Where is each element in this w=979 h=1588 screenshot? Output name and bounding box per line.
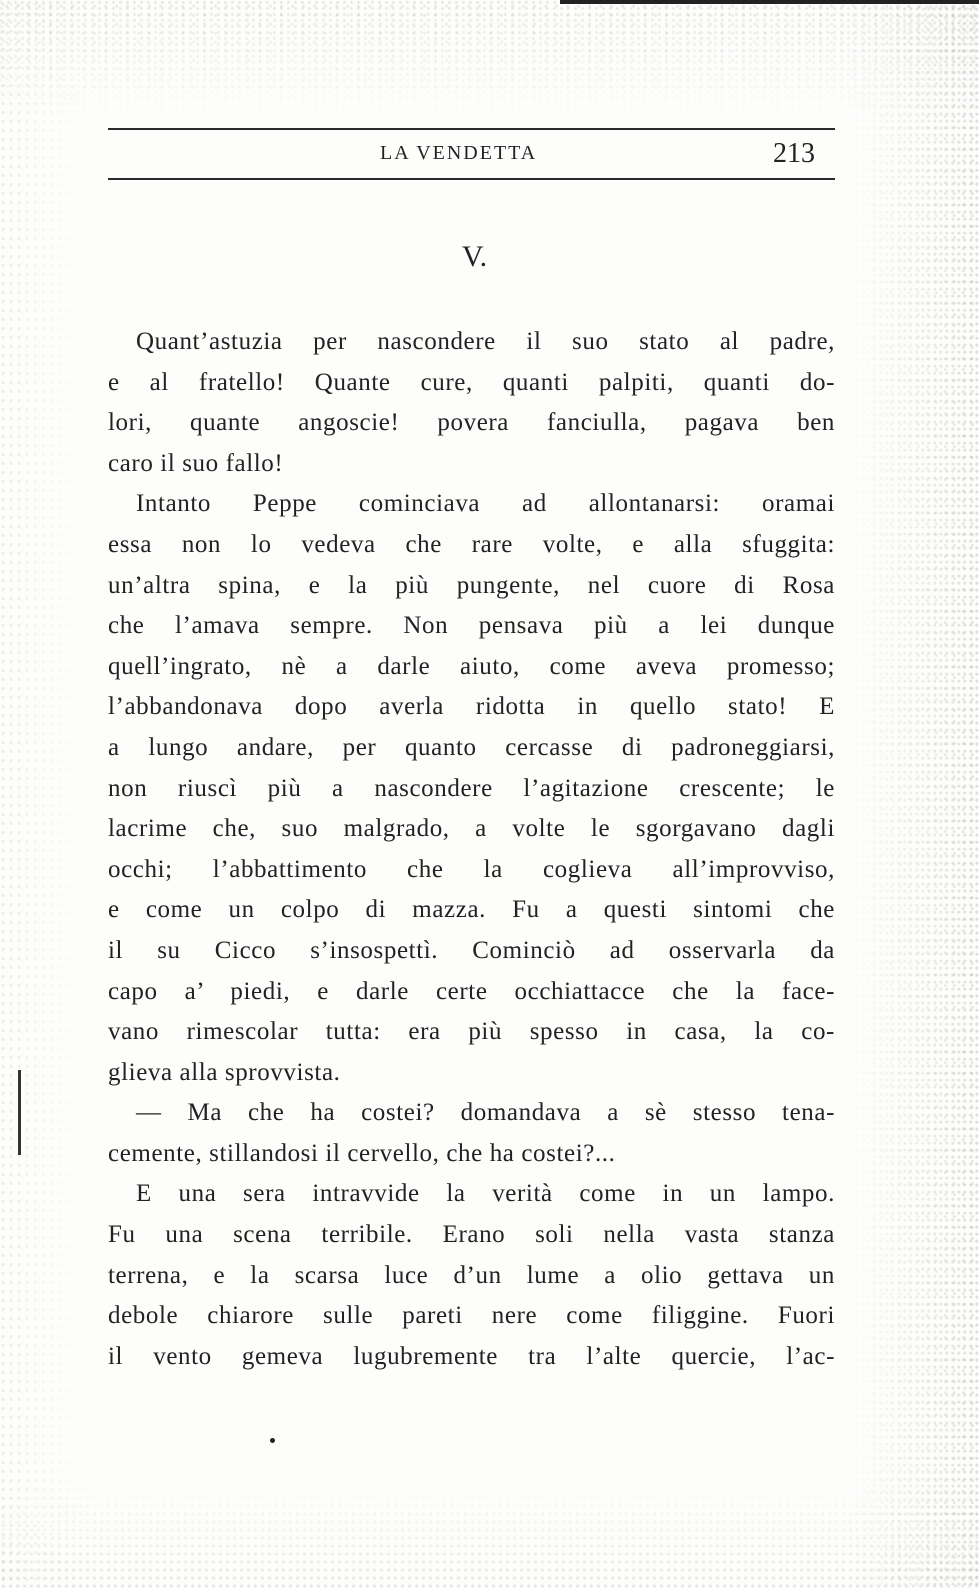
text-line: Intanto Peppe cominciava ad allontanarsi: oramai: [136, 490, 835, 518]
text-line: quell’ingrato, nè a darle aiuto, come aveva promesso;: [108, 652, 835, 680]
text-line: Quant’astuzia per nascondere il suo stato al padre,: [136, 328, 835, 355]
ink-speck: [270, 1438, 275, 1443]
text-line: glieva alla sprovvista.: [108, 1058, 341, 1086]
text-line: occhi; l’abbattimento che la coglieva all’improvviso,: [108, 855, 835, 883]
text-line: che l’amava sempre. Non pensava più a lei dunque: [108, 612, 835, 640]
text-line: il su Cicco s’insospettì. Cominciò ad osservarla da: [108, 936, 835, 964]
text-line: debole chiarore sulle pareti nere come filiggine. Fuori: [108, 1302, 835, 1330]
text-line: capo a’ piedi, e darle certe occhiattacce che la face-: [108, 977, 835, 1005]
text-line: vano rimescolar tutta: era più spesso in casa, la co-: [108, 1018, 835, 1046]
text-line: Fu una scena terribile. Erano soli nella vasta stanza: [108, 1221, 835, 1249]
text-line: essa non lo vedeva che rare volte, e alla sfuggita:: [108, 530, 835, 558]
scan-noise-bottom: [0, 1478, 979, 1588]
chapter-number: V.: [461, 240, 488, 273]
text-line: non riuscì più a nascondere l’agitazione crescente; le: [108, 774, 835, 802]
running-title: LA VENDETTA: [380, 142, 538, 164]
scan-noise-right: [849, 0, 979, 1588]
scan-noise-left: [0, 0, 90, 1588]
text-line: un’altra spina, e la più pungente, nel cuore di Rosa: [108, 571, 835, 599]
header-rule-top: [108, 128, 835, 130]
text-line: il vento gemeva lugubremente tra l’alte quercie, l’ac-: [108, 1342, 835, 1370]
text-line: lacrime che, suo malgrado, a volte le sgorgavano dagli: [108, 815, 835, 843]
text-line: e al fratello! Quante cure, quanti palpiti, quanti do-: [108, 368, 835, 396]
text-line: a lungo andare, per quanto cercasse di padroneggiarsi,: [108, 733, 835, 761]
body-text: [108, 322, 835, 1377]
text-line: E una sera intravvide la verità come in un lampo.: [136, 1180, 835, 1208]
running-header: [108, 138, 835, 170]
scan-noise-top: [0, 0, 979, 120]
text-line: lori, quante angoscie! povera fanciulla, pagava ben: [108, 409, 835, 437]
header-rule-bottom: [108, 178, 835, 180]
text-line: terrena, e la scarsa luce d’un lume a olio gettava un: [108, 1261, 835, 1289]
text-line: cemente, stillandosi il cervello, che ha costei?...: [108, 1139, 616, 1167]
text-line: e come un colpo di mazza. Fu a questi sintomi che: [108, 896, 835, 924]
text-line: caro il suo fallo!: [108, 449, 284, 477]
text-line: — Ma che ha costei? domandava a sè stesso tena-: [136, 1099, 835, 1127]
scan-edge-mark: [560, 0, 979, 4]
scan-margin-mark: [18, 1070, 21, 1155]
page-number: 213: [773, 138, 815, 169]
text-line: l’abbandonava dopo averla ridotta in quello stato! E: [108, 693, 835, 721]
